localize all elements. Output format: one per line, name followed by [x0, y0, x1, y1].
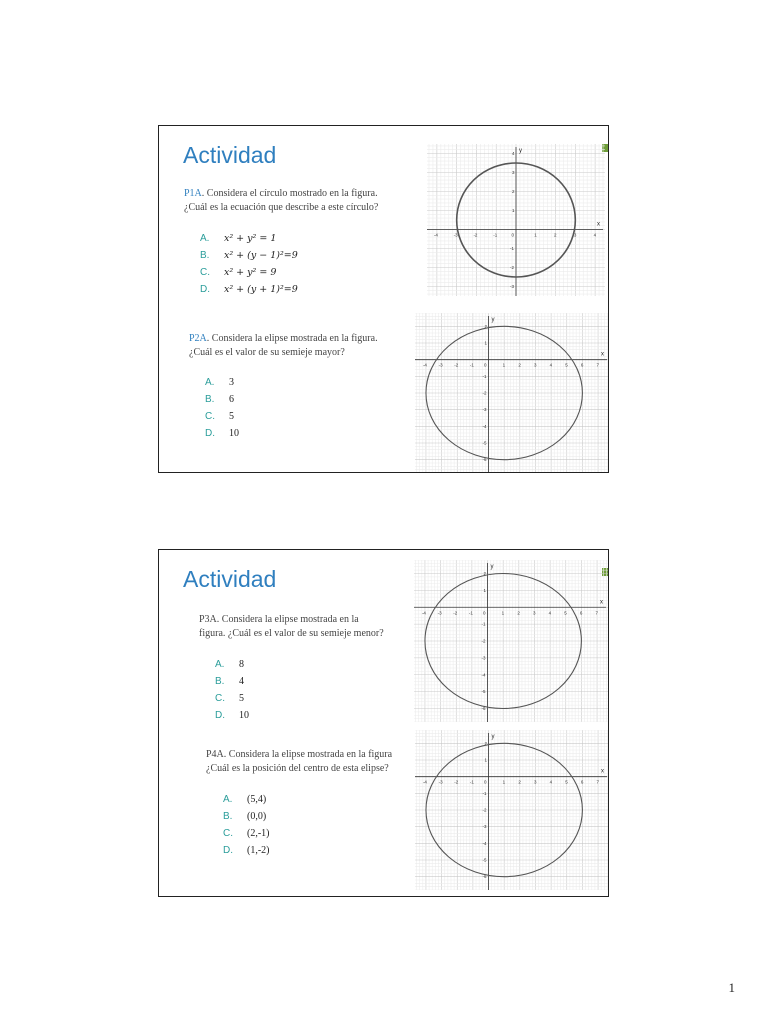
y-tick-label: 1	[512, 208, 515, 213]
x-axis-label: x	[597, 221, 600, 228]
option-a[interactable]: A. 3	[205, 377, 234, 388]
x-tick-label: -2	[473, 232, 478, 238]
slide-1	[158, 125, 609, 473]
x-tick-label: 2	[517, 610, 520, 616]
options-p1a	[200, 230, 298, 298]
x-tick-label: 1	[502, 779, 506, 785]
x-tick-label: 4	[548, 610, 552, 616]
question-text: . Considera el círculo mostrado en la figura. ¿Cuál es la ecuación que describe a este círculo?	[184, 188, 379, 213]
options-p2a	[205, 374, 239, 442]
y-tick-label: -3	[481, 655, 486, 661]
option-b[interactable]: B. 4	[215, 676, 244, 687]
x-tick-label: -4	[433, 232, 438, 238]
ellipse-graph-p3a	[414, 560, 608, 722]
ellipse-graph	[415, 313, 609, 473]
y-tick-label: -1	[482, 373, 487, 379]
x-tick-label: 7	[595, 610, 599, 616]
slide-2	[158, 549, 609, 897]
x-tick-label: 0	[484, 362, 487, 368]
y-tick-label: -6	[482, 457, 487, 463]
y-tick-label: 1	[484, 340, 488, 346]
y-axis-label: y	[491, 317, 495, 323]
x-tick-label: 0	[511, 232, 515, 238]
y-axis-label: y	[491, 734, 495, 740]
y-tick-label: 4	[512, 151, 515, 156]
x-tick-label: 6	[580, 779, 584, 785]
x-tick-label: -2	[454, 362, 459, 368]
y-tick-label: -2	[481, 638, 486, 644]
option-c[interactable]: C. x² + y² = 9	[200, 267, 277, 278]
y-tick-label: -6	[482, 874, 487, 880]
x-tick-label: 2	[554, 232, 557, 238]
y-tick-label: -4	[481, 672, 486, 678]
y-tick-label: -2	[482, 390, 487, 396]
question-text: . Considera la elipse mostrada en la figura ¿Cuál es la posición del centro de esta elipse?	[206, 749, 393, 774]
x-tick-label: -4	[421, 610, 426, 616]
option-c[interactable]: C. 5	[205, 411, 234, 422]
y-tick-label: 1	[484, 757, 488, 763]
x-tick-label: 7	[596, 779, 600, 785]
x-tick-label: 4	[549, 779, 553, 785]
x-tick-label: 0	[483, 610, 486, 616]
question-id: P3A	[199, 614, 217, 625]
option-a[interactable]: A. (5,4)	[223, 794, 267, 805]
option-d[interactable]: D. (1,-2)	[223, 845, 270, 856]
x-axis-label: x	[601, 351, 604, 358]
option-a[interactable]: A. x² + y² = 1	[200, 233, 277, 244]
option-b[interactable]: B. 6	[205, 394, 234, 405]
question-text: . Considera la elipse mostrada en la figura. ¿Cuál es el valor de su semieje mayor?	[189, 333, 378, 358]
option-d[interactable]: D. x² + (y + 1)²=9	[200, 284, 298, 295]
question-id: P2A	[189, 333, 207, 344]
question-p2a	[189, 332, 419, 360]
y-tick-label: 2	[484, 323, 488, 329]
y-tick-label: -1	[510, 246, 515, 251]
option-b[interactable]: B. (0,0)	[223, 811, 267, 822]
x-axis-label: x	[601, 768, 604, 775]
y-axis-label: y	[490, 564, 494, 570]
options-p4a	[223, 791, 270, 859]
x-tick-label: 3	[532, 610, 536, 616]
x-tick-label: -4	[422, 779, 427, 785]
x-tick-label: -3	[438, 779, 443, 785]
question-p1a	[184, 187, 424, 215]
x-tick-label: 4	[593, 232, 597, 238]
x-tick-label: 3	[573, 232, 577, 238]
x-tick-label: -4	[422, 362, 427, 368]
y-tick-label: -1	[482, 790, 487, 796]
y-tick-label: 3	[512, 170, 515, 175]
x-tick-label: -1	[469, 779, 474, 785]
page-number: 1	[728, 980, 735, 995]
ellipse-graph-p4a	[415, 730, 609, 890]
x-tick-label: -1	[469, 362, 474, 368]
question-p3a	[199, 613, 414, 641]
y-tick-label: -6	[481, 706, 486, 711]
y-tick-label: -2	[510, 265, 515, 270]
x-tick-label: 7	[596, 362, 600, 368]
option-c[interactable]: C. 5	[215, 693, 244, 704]
y-tick-label: -5	[482, 857, 487, 863]
x-tick-label: -2	[454, 779, 459, 785]
option-a[interactable]: A. 8	[215, 659, 244, 670]
y-tick-label: -1	[481, 621, 486, 627]
option-c[interactable]: C. (2,-1)	[223, 828, 270, 839]
options-p3a	[215, 656, 249, 724]
x-tick-label: -3	[437, 610, 442, 616]
x-tick-label: 3	[533, 362, 537, 368]
y-tick-label: -2	[482, 807, 487, 813]
y-tick-label: 2	[484, 740, 488, 746]
option-b[interactable]: B. x² + (y − 1)²=9	[200, 250, 298, 261]
slide-title: Actividad	[183, 142, 277, 168]
x-tick-label: 5	[565, 362, 568, 368]
x-tick-label: 6	[580, 362, 584, 368]
y-tick-label: -3	[510, 284, 515, 289]
x-tick-label: 5	[564, 610, 567, 616]
y-tick-label: -3	[482, 407, 487, 413]
x-tick-label: 3	[533, 779, 537, 785]
circle-graph	[427, 144, 605, 296]
y-tick-label: -4	[482, 840, 487, 846]
x-tick-label: 1	[502, 362, 506, 368]
slide-title: Actividad	[183, 566, 277, 592]
x-tick-label: 0	[484, 779, 487, 785]
x-tick-label: 5	[565, 779, 568, 785]
y-tick-label: -5	[481, 689, 486, 695]
y-tick-label: -4	[482, 423, 487, 429]
y-tick-label: -3	[482, 824, 487, 830]
x-tick-label: -3	[438, 362, 443, 368]
x-tick-label: 4	[549, 362, 553, 368]
x-axis-label: x	[600, 599, 603, 606]
x-tick-label: 1	[501, 610, 505, 616]
question-text: . Considera la elipse mostrada en la figura. ¿Cuál es el valor de su semieje menor?	[199, 614, 384, 639]
y-tick-label: 1	[483, 587, 487, 593]
x-tick-label: -3	[453, 232, 458, 238]
x-tick-label: 2	[518, 362, 521, 368]
option-d[interactable]: D. 10	[215, 710, 249, 721]
x-tick-label: 2	[518, 779, 521, 785]
y-tick-label: -5	[482, 440, 487, 446]
y-tick-label: 2	[483, 571, 487, 576]
question-id: P4A	[206, 749, 224, 760]
question-id: P1A	[184, 188, 202, 199]
y-axis-label: y	[519, 148, 522, 154]
question-p4a	[206, 748, 421, 776]
x-tick-label: 1	[534, 232, 537, 238]
x-tick-label: -1	[468, 610, 473, 616]
y-tick-label: 2	[512, 189, 515, 194]
x-tick-label: -2	[453, 610, 458, 616]
option-d[interactable]: D. 10	[205, 428, 239, 439]
x-tick-label: 6	[579, 610, 583, 616]
x-tick-label: -1	[493, 232, 498, 238]
